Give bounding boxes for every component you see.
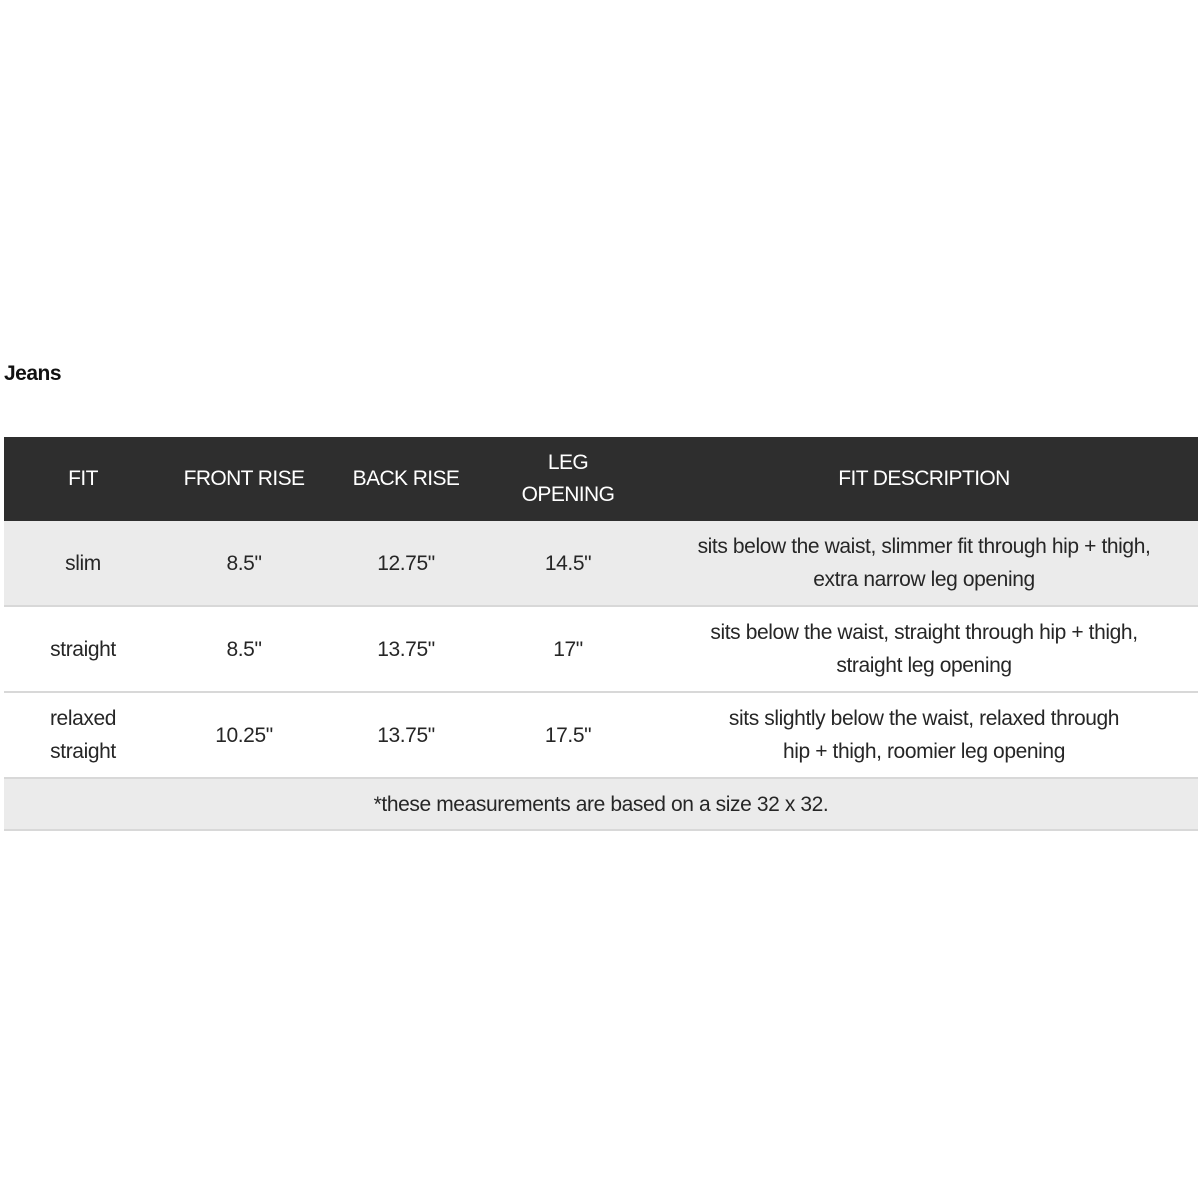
cell-back-rise: 12.75" [326, 521, 486, 606]
size-chart-table [4, 437, 1198, 831]
cell-fit-description [650, 521, 1198, 606]
cell-front-rise: 10.25" [162, 692, 326, 778]
table-row [4, 692, 1198, 778]
header-fit: FIT [4, 437, 162, 521]
table-row [4, 521, 1198, 606]
cell-leg-opening: 17.5" [486, 692, 650, 778]
footnote-row [4, 778, 1198, 830]
cell-fit: slim [4, 521, 162, 606]
fit-description-text: sits below the waist, slimmer fit through hip + thigh, extra narrow leg opening [697, 535, 1151, 591]
table-row [4, 606, 1198, 692]
header-leg-opening [486, 437, 650, 521]
cell-leg-opening: 14.5" [486, 521, 650, 606]
fit-description-text: sits slightly below the waist, relaxed through hip + thigh, roomier leg opening [728, 707, 1120, 763]
footnote-text: *these measurements are based on a size 32 x 32. [4, 778, 1198, 830]
section-title: Jeans [4, 362, 62, 385]
cell-back-rise: 13.75" [326, 606, 486, 692]
cell-back-rise: 13.75" [326, 692, 486, 778]
cell-front-rise: 8.5" [162, 606, 326, 692]
cell-fit [4, 692, 162, 778]
fit-name-text: relaxed straight [49, 707, 117, 763]
cell-leg-opening: 17" [486, 606, 650, 692]
cell-fit: straight [4, 606, 162, 692]
table-header-row [4, 437, 1198, 521]
header-fit-description: FIT DESCRIPTION [650, 437, 1198, 521]
cell-fit-description [650, 692, 1198, 778]
header-back-rise: BACK RISE [326, 437, 486, 521]
fit-description-text: sits below the waist, straight through hip + thigh, straight leg opening [710, 621, 1138, 677]
cell-fit-description [650, 606, 1198, 692]
cell-front-rise: 8.5" [162, 521, 326, 606]
header-leg-opening-label: LEG OPENING [521, 451, 615, 506]
header-front-rise: FRONT RISE [162, 437, 326, 521]
